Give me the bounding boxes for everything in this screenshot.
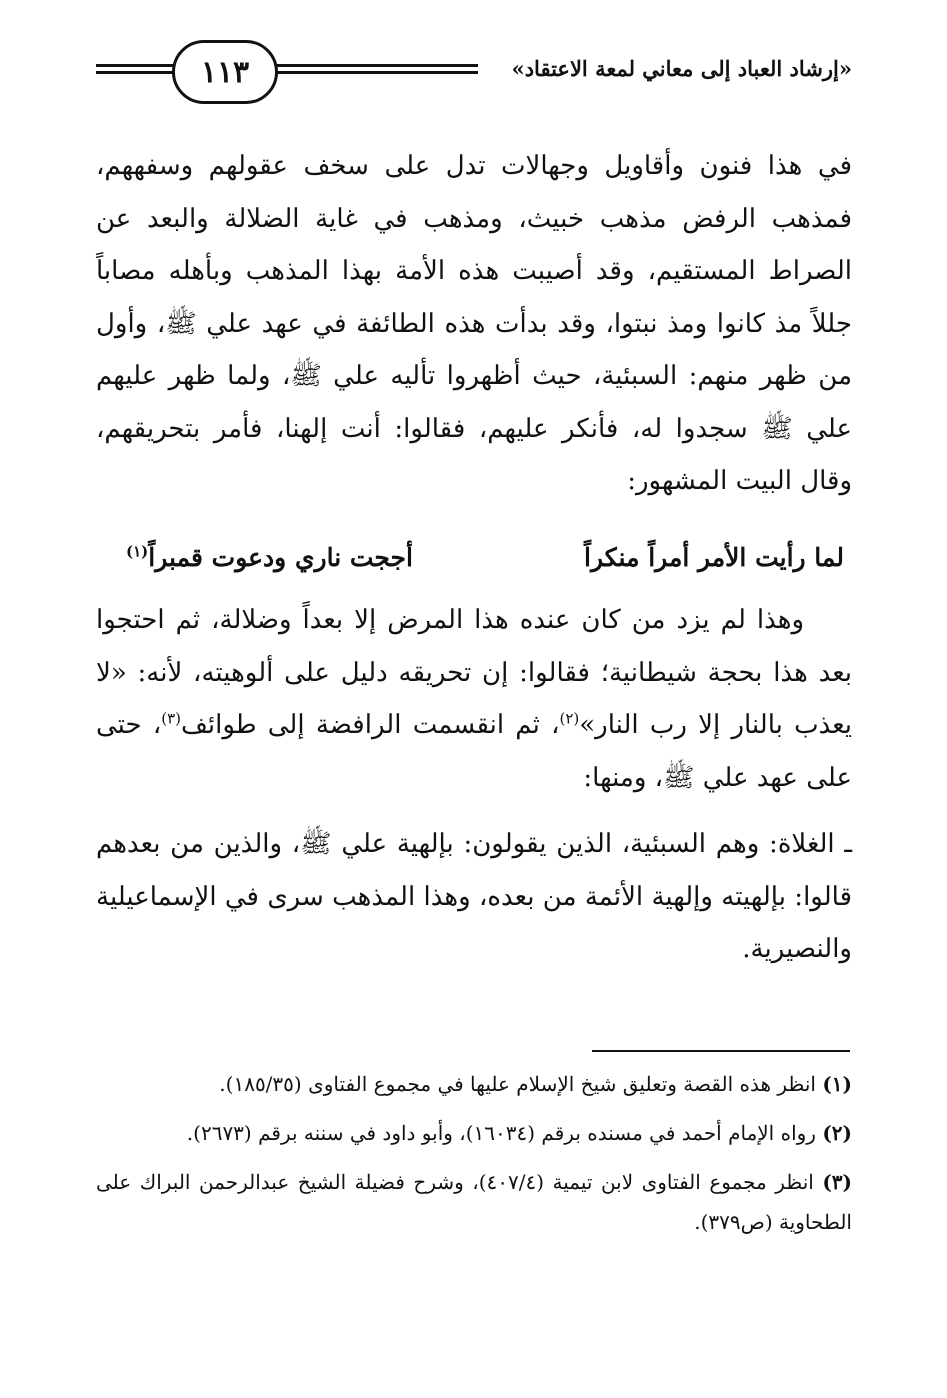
footnote-number: (٣)	[822, 1170, 852, 1194]
footnote-ref: (١)	[126, 542, 149, 561]
paragraph: في هذا فنون وأقاويل وجهالات تدل على سخف عقولهم وسفههم، فمذهب الرفض مذهب خبيث، ومذهب في غاية الضلالة والبعد عن الصراط المستقيم، وقد أصيبت هذه الأمة بهذا المذهب وبأهله مصاباً جللاً مذ كانوا ومذ نبتوا، وقد بدأت هذه الطائفة في عهد علي ﷺ، وأول من ظهر منهم: السبئية، حيث أظهروا تأليه علي ﷺ، ولما ظهر عليهم علي ﷺ سجدوا له، فأنكر عليهم، فقالوا: أنت إلهنا، فأمر بتحريقهم، وقال البيت المشهور:	[96, 151, 853, 496]
header-rule	[270, 64, 478, 67]
footnote	[96, 1064, 852, 1104]
footnote-ref: (٣)	[161, 709, 182, 728]
footnote	[96, 1162, 852, 1242]
header-rule	[96, 71, 176, 74]
footnote-separator	[592, 1050, 850, 1052]
verse-second-half: أججت ناري ودعوت قمبراً$^{(١)}$	[126, 542, 413, 572]
book-title: «إرشاد العباد إلى معاني لمعة الاعتقاد»	[511, 56, 852, 81]
footnote-number: (١)	[822, 1072, 852, 1096]
paragraph: ـ الغلاة: وهم السبئية، الذين يقولون: بإلهية علي ﷺ، والذين من بعدهم قالوا: بإلهيته وإلهية الأئمة من بعده، وهذا المذهب سرى في الإسماعيلية والنصيرية.	[96, 829, 852, 964]
paragraph: وهذا لم يزد من كان عنده هذا المرض إلا بعداً وضلالة، ثم احتجوا بعد هذا بحجة شيطانية؛ فقالوا: إن تحريقه دليل على ألوهيته، لأنه: «لا يعذب بالنار إلا رب النار»$^{(٢)}$، ثم انقسمت الرافضة إلى طوائف$^{(٣)}$، حتى على عهد علي ﷺ، ومنها:	[96, 605, 853, 793]
page-header	[96, 38, 852, 108]
page-number: ١١٣	[172, 40, 278, 104]
footnote-ref: (٢)	[559, 709, 580, 728]
header-rule	[96, 64, 176, 67]
footnote-number: (٢)	[822, 1121, 852, 1145]
footnote-text: انظر مجموع الفتاوى لابن تيمية (٤٠٧/٤)، وشرح فضيلة الشيخ عبدالرحمن البراك على الطحاوية (ص٣٧٩).	[96, 1170, 852, 1234]
header-rule	[270, 71, 478, 74]
poetry-verse	[96, 532, 852, 585]
footnote-text: انظر هذه القصة وتعليق شيخ الإسلام عليها في مجموع الفتاوى (١٨٥/٣٥).	[219, 1072, 816, 1096]
verse-first-half: لما رأيت الأمر أمراً منكراً	[584, 542, 844, 572]
footnote-text: رواه الإمام أحمد في مسنده برقم (١٦٠٣٤)، وأبو داود في سننه برقم (٢٦٧٣).	[186, 1121, 816, 1145]
main-text	[96, 140, 852, 976]
footnote	[96, 1113, 852, 1153]
footnotes	[96, 1064, 852, 1251]
